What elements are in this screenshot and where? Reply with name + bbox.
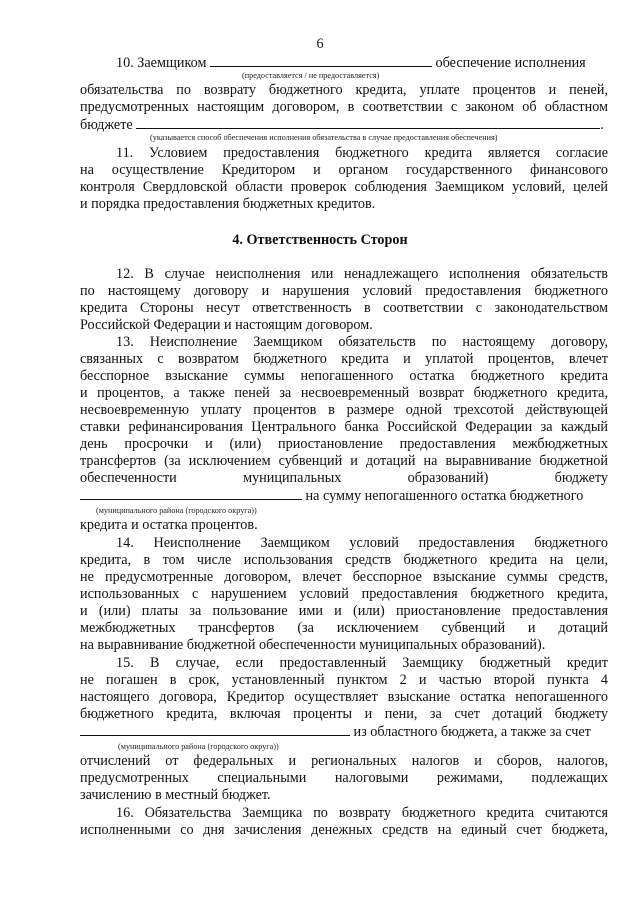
- text-line: несвоевременную уплату процентов в размере одной трехсотой действующей: [80, 402, 608, 418]
- note-municipality: (муниципального района (городского округа)): [96, 506, 257, 515]
- clause-15-line-budget: [80, 723, 608, 741]
- text-fragment: бюджете: [80, 117, 133, 133]
- text-line: связанных с возвратом бюджетного кредита и уплатой процентов, влечет: [80, 351, 608, 367]
- clause-10-line-4: [80, 116, 608, 134]
- text-line: трансфертов (за исключением субвенций и дотаций на выравнивание бюджетной: [80, 453, 608, 469]
- text-line: бесспорное взыскание суммы непогашенного остатка бюджетного кредита: [80, 368, 608, 384]
- text-line: и процентов, а также пеней за несвоевременный возврат бюджетного кредита,: [80, 385, 608, 401]
- text-line: Российской Федерации и настоящим договором.: [80, 317, 373, 333]
- text-line: и порядка предоставления бюджетных кредитов.: [80, 196, 376, 212]
- text-line: 11. Условием предоставления бюджетного кредита является согласие: [116, 145, 608, 161]
- note-security-method: (указывается способ обеспечения исполнения обязательства в случае предоставления обеспечения): [150, 133, 498, 142]
- text-fragment: на сумму непогашенного остатка бюджетного: [305, 488, 584, 504]
- text-line: на выравнивание бюджетной обеспеченности муниципальных образований).: [80, 637, 546, 653]
- text-line: кредита и остатка процентов.: [80, 517, 258, 533]
- text-line: кредита, в том числе использования средств бюджетного кредита на цели,: [80, 552, 608, 568]
- text-line: не погашен в срок, установленный пунктом 2 и частью второй пункта 4: [80, 672, 608, 688]
- text-fragment: из областного бюджета, а также за счет: [353, 724, 591, 740]
- text-line: и (или) платы за пользование ими и (или) приостановление предоставления: [80, 603, 608, 619]
- text-line: день просрочки и (или) приостановление предоставления межбюджетных: [80, 436, 608, 452]
- text-line: 13. Неисполнение Заемщиком обязательств по настоящему договору,: [116, 334, 608, 350]
- text-line: обязательства по возврату бюджетного кредита, уплате процентов и пеней,: [80, 82, 608, 98]
- text-line: обеспеченности муниципальных образований) бюджету: [80, 470, 608, 486]
- text-line: бюджетного кредита, включая проценты и пени, за счет дотаций бюджету: [80, 706, 608, 722]
- blank-line: [136, 116, 600, 129]
- text-line: зачислению в местный бюджет.: [80, 787, 271, 803]
- text-line: кредита Стороны несут ответственность в соответствии с законодательством: [80, 300, 608, 316]
- clause-10-line-1: [116, 54, 608, 72]
- text-line: 16. Обязательства Заемщика по возврату бюджетного кредита считаются: [116, 805, 608, 821]
- text-line: ставки рефинансирования Центрального банка Российской Федерации за каждый: [80, 419, 608, 435]
- section-heading: 4. Ответственность Сторон: [232, 232, 408, 248]
- text-line: исполненными со дня зачисления денежных средств на единый счет бюджета,: [80, 822, 608, 838]
- clause-10-start: 10. Заемщиком: [116, 55, 207, 71]
- text-line: по настоящему договору и нарушения условий предоставления бюджетного: [80, 283, 608, 299]
- blank-line: [80, 487, 302, 500]
- text-line: 15. В случае, если предоставленный Заемщику бюджетный кредит: [116, 655, 608, 671]
- text-line: контроля Свердловской области проверок соблюдения Заемщиком условий, целей: [80, 179, 608, 195]
- text-line: на осуществление Кредитором и органом государственного финансового: [80, 162, 608, 178]
- text-line: настоящего договора, Кредитор осуществляет взыскание остатка непогашенного: [80, 689, 608, 705]
- text-line: 12. В случае неисполнения или ненадлежащего исполнения обязательств: [116, 266, 608, 282]
- note-municipality: (муниципального района (городского округа)): [118, 742, 279, 751]
- text-line: межбюджетных трансфертов (за исключением субвенций и дотаций: [80, 620, 608, 636]
- note-provision: (предоставляется / не предоставляется): [242, 71, 380, 80]
- text-line: предусмотренных настоящим договором, в соответствии с законом об областном: [80, 99, 608, 115]
- clause-13-line-budget: [80, 487, 608, 505]
- text-line: не предусмотренные договором, влечет бесспорное взыскание суммы средств,: [80, 569, 608, 585]
- text-fragment: .: [600, 117, 604, 133]
- text-line: использованных с нарушением условий предоставления бюджетного кредита,: [80, 586, 608, 602]
- text-line: предусмотренных специальными налоговыми режимами, подлежащих: [80, 770, 608, 786]
- clause-10-end: обеспечение исполнения: [435, 55, 586, 71]
- text-line: 14. Неисполнение Заемщиком условий предоставления бюджетного: [116, 535, 608, 551]
- text-line: отчислений от федеральных и региональных налогов и сборов, налогов,: [80, 753, 608, 769]
- page-number: 6: [316, 36, 324, 52]
- blank-line: [210, 54, 432, 67]
- blank-line: [80, 723, 350, 736]
